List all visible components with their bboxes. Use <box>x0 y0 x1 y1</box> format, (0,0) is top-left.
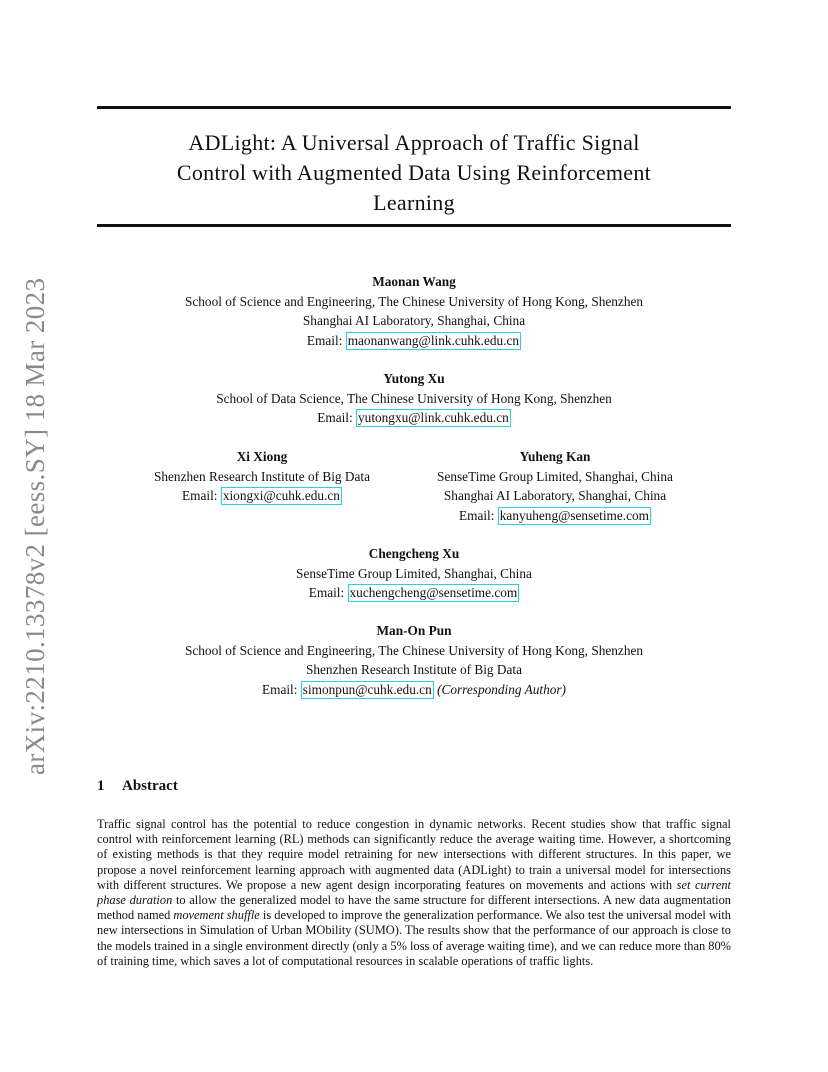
section-heading-abstract <box>97 778 178 795</box>
author-email-line <box>112 486 412 506</box>
title-line-3: Learning <box>373 190 455 215</box>
author-name: Yuheng Kan <box>519 449 591 464</box>
email-link[interactable]: yutongxu@link.cuhk.edu.cn <box>358 410 509 425</box>
email-label: Email: <box>306 332 343 348</box>
author-email-line <box>97 680 731 700</box>
email-link[interactable]: xiongxi@cuhk.edu.cn <box>222 488 340 503</box>
section-number: 1 <box>97 778 105 794</box>
abstract-paragraph <box>97 817 731 969</box>
abstract-emphasis: movement shuffle <box>173 908 260 923</box>
author-affiliation: School of Science and Engineering, The Chinese University of Hong Kong, Shenzhen <box>184 293 644 309</box>
author-block-yutong-xu <box>97 369 731 428</box>
email-link[interactable]: maonanwang@link.cuhk.edu.cn <box>347 332 520 348</box>
email-link[interactable]: kanyuheng@sensetime.com <box>499 507 650 523</box>
author-block-chengcheng-xu <box>97 544 731 603</box>
abstract-text: to allow the generalized model to have the same structure for different intersections. A new data augmentation method named <box>97 893 731 923</box>
arxiv-identifier: arXiv:2210.13378v2 [eess.SY] 18 Mar 2023 <box>20 277 50 775</box>
author-affiliation: Shanghai AI Laboratory, Shanghai, China <box>443 488 667 503</box>
abstract-text: Traffic signal control has the potential to reduce congestion in dynamic networks. Recent studies show that traffic signal control with reinforcement learning (RL) methods can significantly reduce the average waiting time. However, a shortcoming of existing methods is that they require model retraining for new intersections with different structures. In this paper, we propose a novel reinforcement learning approach with augmented data (ADLight) to train a universal model for intersections with different structures. We propose a new agent design incorporating features on movements and actions with <box>97 817 731 892</box>
email-label: Email: <box>262 681 298 697</box>
author-name: Yutong Xu <box>383 371 445 386</box>
author-block-maonan-wang <box>97 272 731 350</box>
author-email-line <box>405 506 705 526</box>
title-line-1: ADLight: A Universal Approach of Traffic Signal <box>188 130 640 155</box>
email-label: Email: <box>458 507 495 523</box>
author-name: Maonan Wang <box>372 274 456 289</box>
author-block-man-on-pun <box>97 621 731 699</box>
title-line-2: Control with Augmented Data Using Reinforcement <box>176 160 652 185</box>
paper-title <box>97 128 731 218</box>
section-title: Abstract <box>122 778 178 794</box>
abstract-text: is developed to improve the generalization performance. We also test the universal model with new intersections in Simulation of Urban MObility (SUMO). The results show that the performance of our approach is close to the models trained in a single environment directly (only a 5% loss of average waiting time), and we can reduce more than 80% of training time, which saves a lot of computational resources in scalable operations of traffic lights. <box>97 908 731 968</box>
title-rule-bottom <box>97 224 731 227</box>
author-email-line <box>97 331 731 351</box>
title-rule-top <box>97 106 731 109</box>
email-label: Email: <box>182 488 218 503</box>
author-affiliation: School of Data Science, The Chinese University of Hong Kong, Shenzhen <box>216 390 612 406</box>
author-name: Man-On Pun <box>376 623 452 638</box>
author-block-xi-xiong <box>112 447 412 506</box>
author-name: Xi Xiong <box>236 449 288 464</box>
author-affiliation: SenseTime Group Limited, Shanghai, China <box>296 565 532 581</box>
author-affiliation: Shenzhen Research Institute of Big Data <box>153 468 370 484</box>
email-link[interactable]: simonpun@cuhk.edu.cn <box>302 681 432 697</box>
author-block-yuheng-kan <box>405 447 705 525</box>
corresponding-author-note: (Corresponding Author) <box>437 681 566 697</box>
email-label: Email: <box>317 410 353 425</box>
author-email-line <box>97 408 731 428</box>
email-label: Email: <box>308 585 345 600</box>
author-name: Chengcheng Xu <box>368 546 460 561</box>
author-affiliation: SenseTime Group Limited, Shanghai, China <box>437 468 673 484</box>
author-affiliation: Shanghai AI Laboratory, Shanghai, China <box>302 313 526 328</box>
author-affiliation: School of Science and Engineering, The Chinese University of Hong Kong, Shenzhen <box>184 642 644 658</box>
abstract-emphasis: set current phase duration <box>97 877 731 908</box>
author-affiliation: Shenzhen Research Institute of Big Data <box>305 662 522 677</box>
email-link[interactable]: xuchengcheng@sensetime.com <box>349 585 518 600</box>
author-email-line <box>97 583 731 603</box>
